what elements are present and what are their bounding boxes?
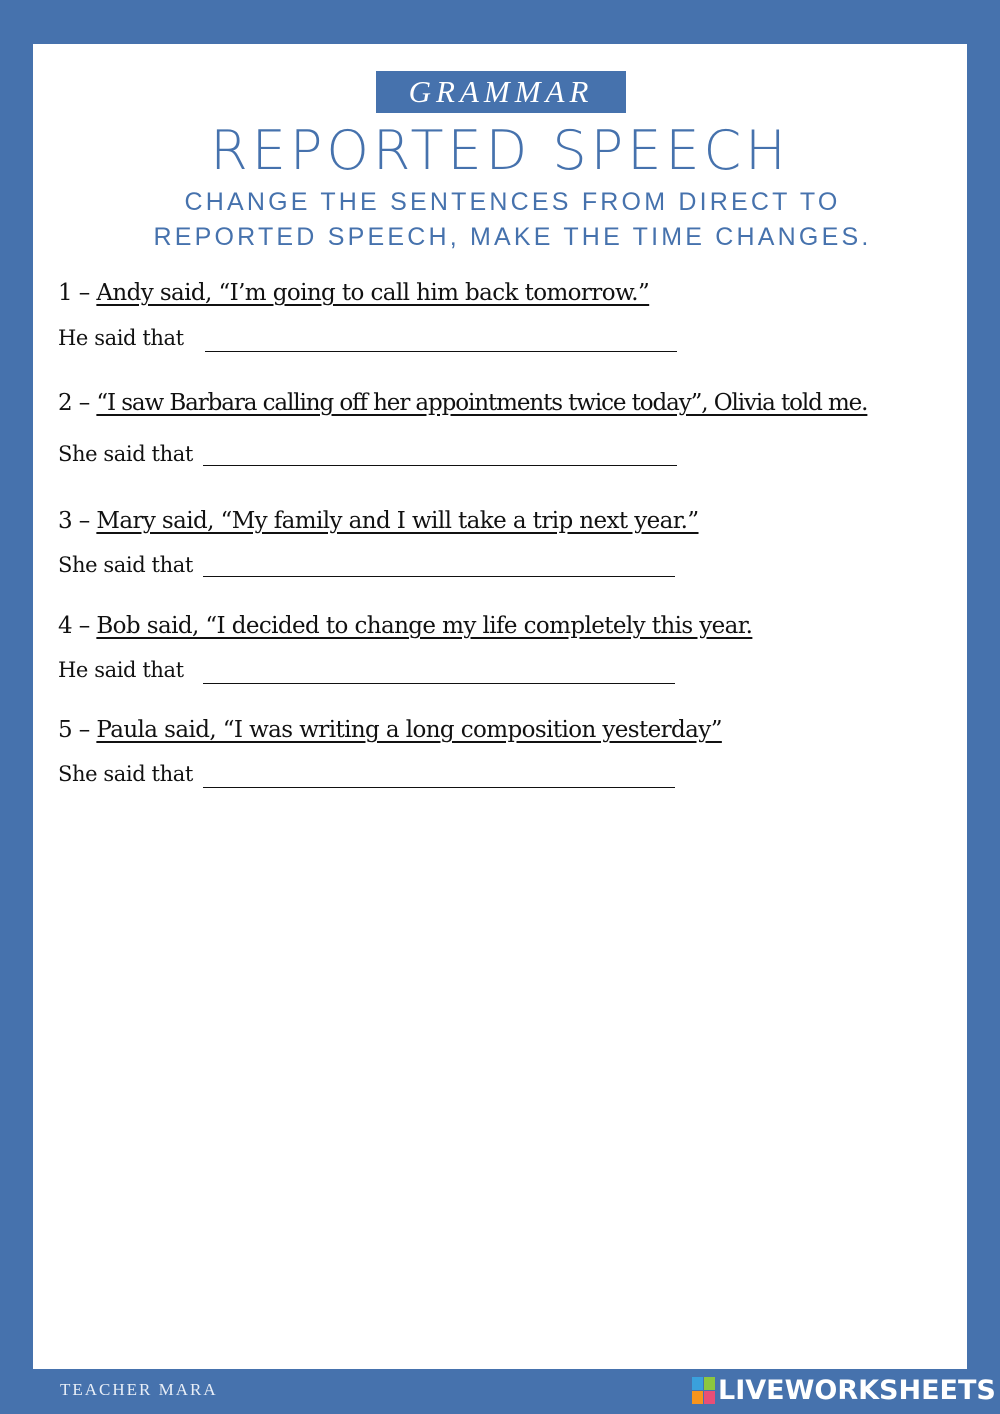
question-number: 2 – bbox=[58, 390, 90, 416]
liveworksheets-logo-icon bbox=[692, 1377, 714, 1403]
question-4 bbox=[58, 613, 752, 639]
grammar-badge: GRAMMAR bbox=[376, 71, 626, 113]
liveworksheets-brand[interactable] bbox=[692, 1373, 996, 1407]
answer-label: She said that bbox=[58, 442, 193, 466]
answer-label: She said that bbox=[58, 762, 193, 786]
answer-line-4[interactable] bbox=[203, 683, 675, 684]
answer-line-3[interactable] bbox=[203, 576, 675, 577]
question-1 bbox=[58, 280, 649, 306]
question-number: 1 – bbox=[58, 280, 90, 306]
answer-line-5[interactable] bbox=[203, 787, 675, 788]
instruction-line-2: REPORTED SPEECH, MAKE THE TIME CHANGES. bbox=[153, 223, 872, 251]
instruction-line-1: CHANGE THE SENTENCES FROM DIRECT TO bbox=[184, 188, 841, 216]
question-3 bbox=[58, 508, 699, 534]
question-sentence: “I saw Barbara calling off her appointments twice today”, Olivia told me. bbox=[96, 390, 868, 416]
answer-line-1[interactable] bbox=[205, 351, 677, 352]
question-5 bbox=[58, 717, 722, 743]
answer-label: He said that bbox=[58, 326, 184, 350]
question-sentence: Andy said, “I’m going to call him back tomorrow.” bbox=[96, 280, 650, 306]
question-sentence: Bob said, “I decided to change my life completely this year. bbox=[96, 613, 753, 639]
question-sentence: Mary said, “My family and I will take a trip next year.” bbox=[96, 508, 699, 534]
question-number: 4 – bbox=[58, 613, 90, 639]
answer-line-2[interactable] bbox=[203, 465, 677, 466]
question-number: 5 – bbox=[58, 717, 90, 743]
answer-label: He said that bbox=[58, 658, 184, 682]
brand-name: LIVEWORKSHEETS bbox=[718, 1374, 996, 1406]
question-2 bbox=[58, 390, 867, 416]
page-title: REPORTED SPEECH bbox=[210, 119, 790, 182]
question-number: 3 – bbox=[58, 508, 90, 534]
author-credit: TEACHER MARA bbox=[60, 1380, 218, 1399]
answer-label: She said that bbox=[58, 553, 193, 577]
question-sentence: Paula said, “I was writing a long composition yesterday” bbox=[96, 717, 722, 743]
